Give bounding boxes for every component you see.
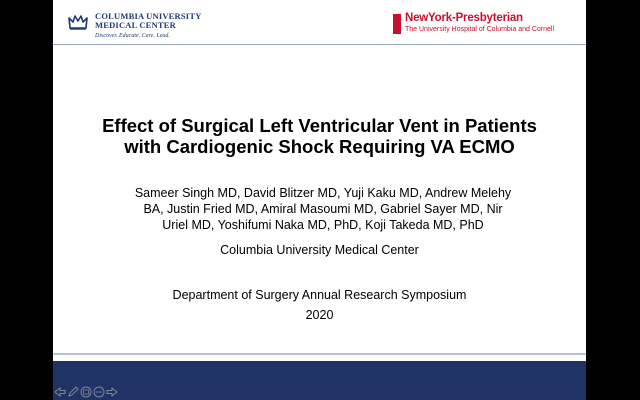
nyp-logo-name: NewYork-Presbyterian [405, 12, 523, 24]
presentation-slide [53, 0, 586, 400]
back-arrow-icon[interactable] [54, 386, 66, 398]
slide-title-line1: Effect of Surgical Left Ventricular Vent in Patients [102, 115, 537, 136]
pen-icon[interactable] [67, 386, 79, 398]
event-name: Department of Surgery Annual Research Symposium [172, 288, 467, 302]
header-divider [53, 44, 586, 45]
slide-title-line2: with Cardiogenic Shock Requiring VA ECMO [124, 136, 515, 157]
footer-band [53, 361, 586, 400]
slides-menu-icon[interactable] [80, 386, 92, 398]
columbia-logo-name [95, 12, 202, 30]
footer-divider [53, 353, 586, 355]
nyp-logo-subtitle: The University Hospital of Columbia and Cornell [405, 26, 555, 33]
slide-title [53, 115, 586, 157]
columbia-logo-tagline: Discover. Educate. Care. Lead. [95, 33, 170, 39]
columbia-logo-line1: COLUMBIA UNIVERSITY [95, 11, 202, 21]
nyp-logo-mark [393, 14, 401, 34]
author-list: Sameer Singh MD, David Blitzer MD, Yuji Kaku MD, Andrew Melehy BA, Justin Fried MD, Amiral Masoumi MD, Gabriel Sayer MD, Nir Uriel MD, Yoshifumi Naka MD, PhD, Koji Takeda MD, PhD [134, 186, 512, 232]
columbia-logo-line2: MEDICAL CENTER [95, 20, 176, 30]
event-year: 2020 [305, 308, 334, 322]
institution: Columbia University Medical Center [220, 243, 419, 257]
slideshow-controls [54, 386, 118, 398]
more-options-icon[interactable] [93, 386, 105, 398]
crown-icon [68, 14, 88, 30]
forward-arrow-icon[interactable] [106, 386, 118, 398]
nyp-logo [393, 12, 583, 40]
